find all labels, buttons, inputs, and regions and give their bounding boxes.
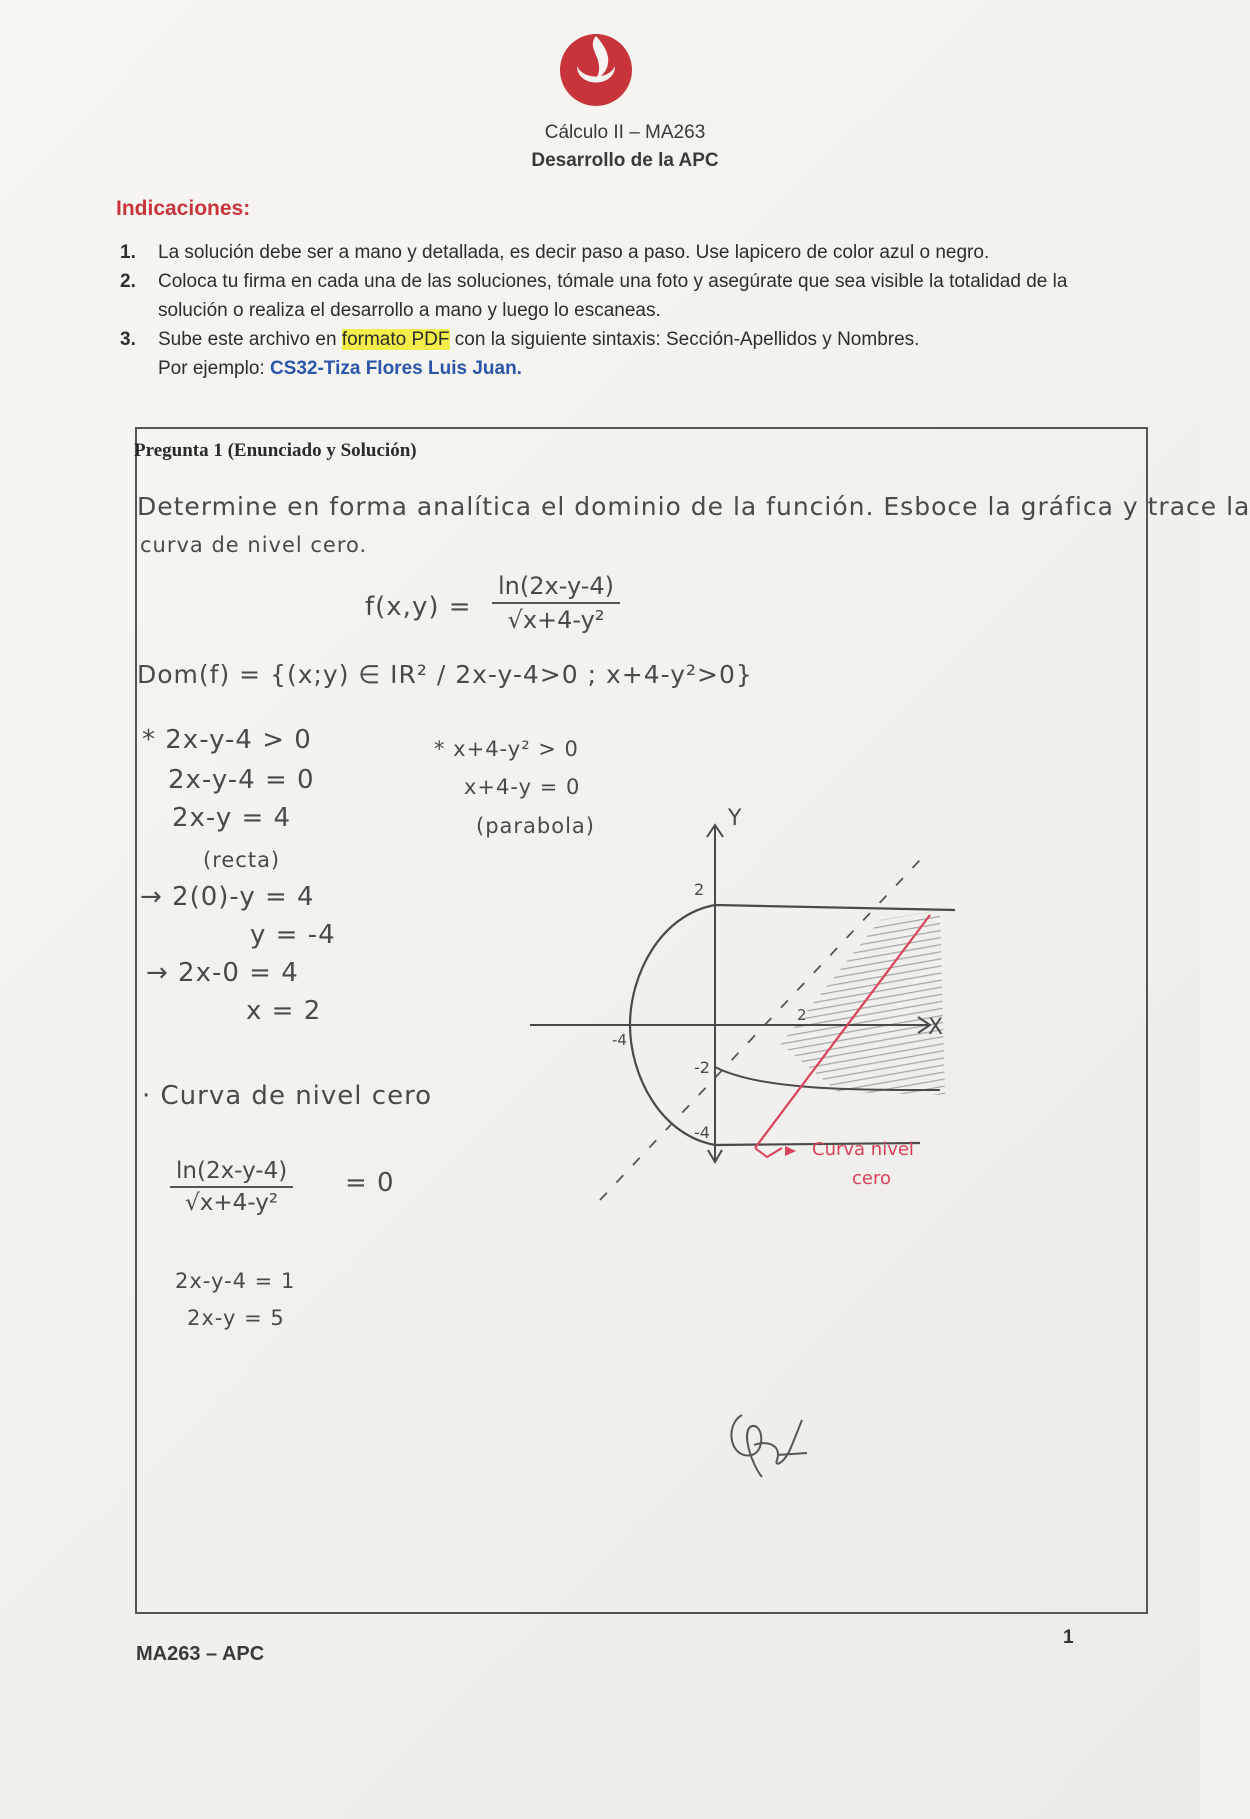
item-number: 3. (120, 329, 136, 350)
item-text: Coloca tu firma en cada una de las soluciones, tómale una foto y asegúrate que sea visible la totalidad de la solución o realiza el desarrollo a mano y luego lo escaneas. (158, 271, 1068, 321)
function-denominator: √x+4-y² (507, 606, 605, 634)
level-fraction (170, 1158, 293, 1216)
handwritten-signature (722, 1405, 812, 1485)
item-text-post: con la siguiente sintaxis: Sección-Apellidos y Nombres. (449, 329, 920, 350)
level-equation: = 0 (345, 1168, 395, 1198)
step-line: y = -4 (250, 920, 336, 950)
step-line: → 2(0)-y = 4 (140, 882, 315, 912)
function-numerator: ln(2x-y-4) (492, 572, 620, 604)
statement-line-2: curva de nivel cero. (140, 533, 368, 557)
item-text-pre: Sube este archivo en (158, 329, 342, 350)
list-item (120, 325, 1140, 383)
level-denominator: √x+4-y² (185, 1190, 279, 1216)
page-number: 1 (1063, 1627, 1074, 1648)
shaded-region (780, 910, 945, 1095)
x-tick-label: 2 (797, 1006, 807, 1024)
curve-label: cero (852, 1168, 891, 1189)
document-subtitle: Desarrollo de la APC (531, 150, 719, 171)
step-line: x+4-y = 0 (464, 775, 581, 799)
domain-definition: Dom(f) = {(x;y) ∈ IR² / 2x-y-4>0 ; x+4-y²>0} (137, 660, 753, 689)
step-line: (recta) (203, 848, 281, 872)
step-line: 2x-y-4 = 1 (175, 1269, 296, 1293)
item-number: 2. (120, 271, 136, 292)
step-line: 2x-y = 5 (187, 1306, 285, 1330)
level-numerator: ln(2x-y-4) (170, 1158, 293, 1188)
indications-list (120, 238, 1140, 383)
example-value: CS32-Tiza Flores Luis Juan. (269, 358, 522, 379)
y-tick-label: -2 (694, 1058, 710, 1077)
y-tick-label: 2 (694, 880, 705, 899)
level-curve-title: · Curva de nivel cero (142, 1081, 433, 1111)
x-tick-label: -4 (612, 1031, 627, 1049)
item-number: 1. (120, 242, 136, 263)
statement-line-1: Determine en forma analítica el dominio de la función. Esboce la gráfica y trace la (137, 492, 1250, 521)
x-axis-label: X (928, 1015, 944, 1040)
step-line: 2x-y-4 = 0 (168, 765, 315, 795)
y-axis-label: Y (728, 806, 742, 831)
list-item (120, 267, 1140, 325)
highlighted-text: formato PDF (341, 329, 450, 350)
function-fraction (492, 572, 620, 634)
footer-code: MA263 – APC (136, 1643, 265, 1665)
list-item (120, 238, 1140, 267)
upc-flame-logo (555, 22, 637, 108)
item-text: La solución debe ser a mano y detallada, es decir paso a paso. Use lapicero de color azul o negro. (158, 242, 990, 263)
example-label: Por ejemplo: (158, 358, 270, 379)
y-tick-label: -4 (694, 1123, 710, 1142)
step-line: → 2x-0 = 4 (146, 958, 299, 988)
step-line: * 2x-y-4 > 0 (142, 725, 312, 755)
function-lhs: f(x,y) = (365, 592, 472, 622)
domain-sketch-graph (520, 805, 970, 1189)
step-line: 2x-y = 4 (172, 803, 292, 833)
step-line: * x+4-y² > 0 (434, 737, 579, 761)
indications-title: Indicaciones: (116, 197, 251, 220)
curve-label: Curva nivel (812, 1139, 914, 1160)
course-title: Cálculo II – MA263 (544, 122, 706, 143)
step-line: x = 2 (246, 996, 322, 1026)
question-title: Pregunta 1 (Enunciado y Solución) (134, 440, 417, 461)
step-line: (parabola) (476, 814, 595, 838)
